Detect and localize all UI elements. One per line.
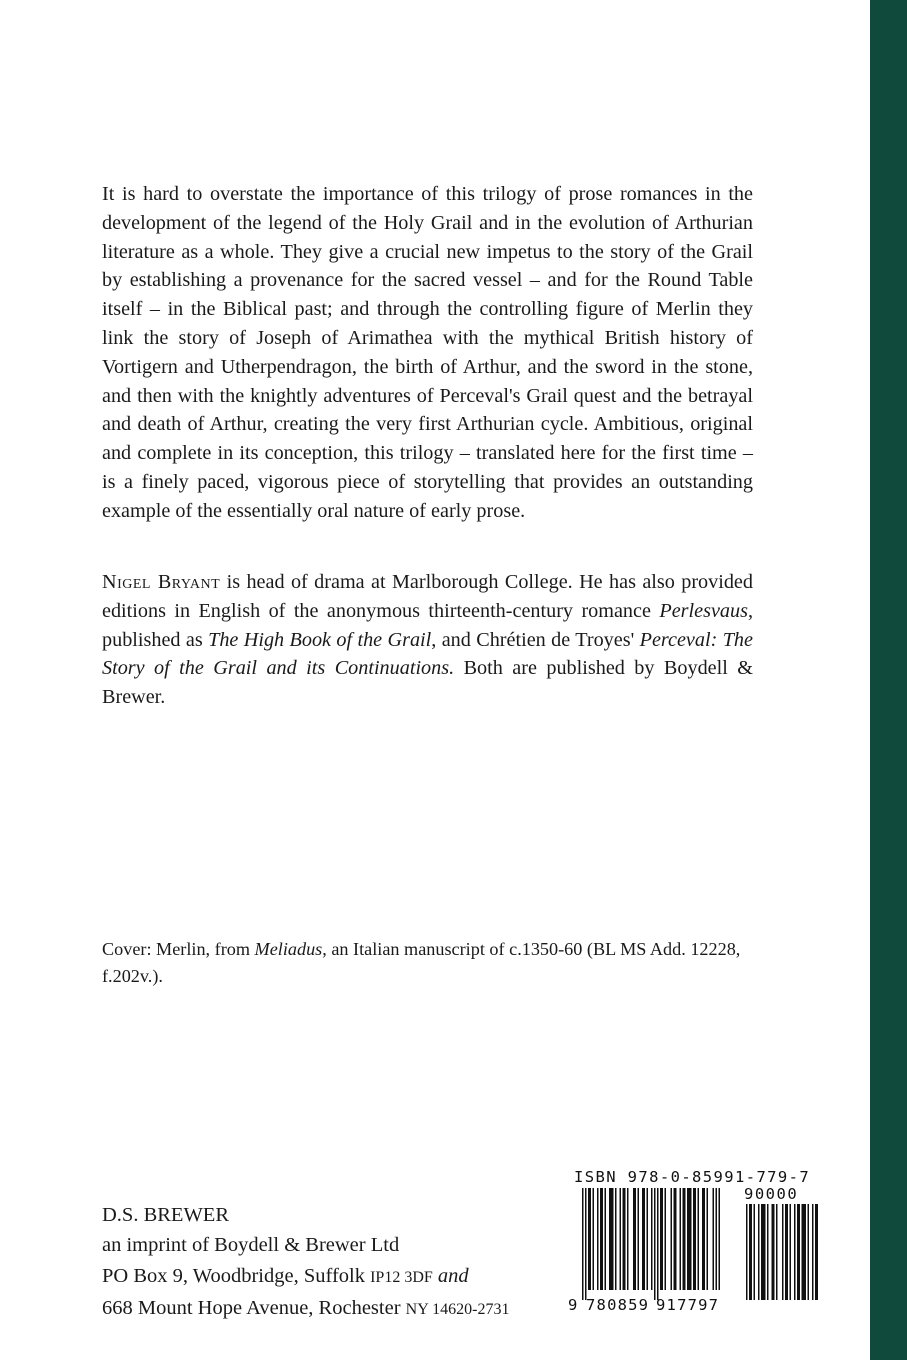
barcode-bar: [707, 1188, 709, 1290]
barcode-bar: [642, 1188, 645, 1290]
barcode-bar: [654, 1188, 656, 1300]
address-us: [102, 1293, 572, 1325]
barcode-bar: [651, 1188, 653, 1290]
barcode-bar: [776, 1204, 778, 1300]
barcode-bar: [620, 1188, 622, 1290]
ean-barcode-bars: [582, 1188, 740, 1306]
barcode-bar: [749, 1204, 752, 1300]
barcode-bar: [627, 1188, 629, 1290]
barcode-bar: [794, 1204, 796, 1300]
barcode-bar: [746, 1204, 748, 1300]
address-us-main: 668 Mount Hope Avenue, Rochester: [102, 1296, 406, 1319]
isbn-label: ISBN 978-0-85991-779-7: [574, 1168, 811, 1186]
cover-credit-suffix: , an Italian manuscript of c.1350-60 (BL MS Add. 12228, f.202v.).: [102, 939, 741, 986]
ean-group-2: 917797: [656, 1296, 720, 1314]
barcode-bar: [605, 1188, 607, 1290]
cover-credit-title: Meliadus: [254, 939, 323, 959]
barcode-bar: [761, 1204, 766, 1300]
barcode-bar: [772, 1204, 775, 1300]
address-uk-postcode: IP12 3DF: [370, 1268, 433, 1286]
barcode-bar: [808, 1204, 810, 1300]
barcode-bar: [698, 1188, 700, 1290]
barcode-bar: [782, 1204, 784, 1300]
barcode-bar: [687, 1188, 692, 1290]
address-uk: [102, 1261, 572, 1293]
barcode-bar: [665, 1188, 667, 1290]
publisher-imprint: [102, 1200, 572, 1325]
barcode-bar: [716, 1188, 718, 1290]
cover-credit: [102, 936, 762, 990]
barcode-bar: [600, 1188, 603, 1290]
address-us-zip: NY 14620-2731: [405, 1300, 510, 1318]
barcode-bar: [719, 1188, 721, 1290]
barcode-bar: [754, 1204, 756, 1300]
barcode-bar: [683, 1188, 686, 1290]
bio-text-4: Both are published by Boydell & Brewer.: [102, 657, 753, 709]
barcode-bar: [593, 1188, 595, 1290]
barcode-bar: [638, 1188, 640, 1290]
barcode-bar: [790, 1204, 792, 1300]
barcode-bar: [674, 1188, 677, 1290]
barcode-bar: [609, 1188, 614, 1290]
cover-credit-prefix: Cover: Merlin, from: [102, 939, 255, 959]
barcode-bar: [802, 1204, 807, 1300]
ean-group-1: 780859: [586, 1296, 650, 1314]
barcode-bar: [767, 1204, 769, 1300]
barcode-bar: [812, 1204, 814, 1300]
barcode-bar: [615, 1188, 617, 1290]
blurb-paragraph: It is hard to overstate the importance of this trilogy of prose romances in the development of the legend of the Holy Grail and in the evolution of Arthurian literature as a whole. They give a crucial new impetus to the story of the Grail by establishing a provenance for the sacred vessel – and for the Round Table itself – in the Biblical past; and through the controlling figure of Merlin they link the story of Joseph of Arimathea with the mythical British history of Vortigern and Utherpendragon, the birth of Arthur, and the sword in the stone, and then with the knightly adventures of Perceval's Grail quest and the betrayal and death of Arthur, creating the very first Arthurian cycle. Ambitious, original and complete in its conception, this trilogy – translated here for the first time – is a finely paced, vigorous piece of storytelling that provides an outstanding example of the essentially oral nature of early prose.: [102, 183, 753, 522]
barcode-bar: [785, 1204, 788, 1300]
spine-strip: [870, 0, 907, 1360]
address-uk-main: PO Box 9, Woodbridge, Suffolk: [102, 1264, 371, 1287]
bio-title-high-book: The High Book of the Grail: [208, 628, 432, 651]
bio-text-3: , and Chrétien de Troyes': [431, 628, 640, 651]
author-bio: [102, 568, 753, 712]
price-code: 90000: [744, 1185, 799, 1203]
barcode-bar: [693, 1188, 696, 1290]
ean-first-digit: 9: [568, 1296, 578, 1314]
imprint-line: an imprint of Boydell & Brewer Ltd: [102, 1234, 400, 1257]
bio-title-perceval: Perceval: The Story of the Grail and its Continuations.: [102, 628, 753, 680]
bio-text-1: is head of drama at Marlborough College. He has also provided editions in English of the anonymous thirteenth-century romance: [102, 571, 753, 622]
barcode-bar: [680, 1188, 682, 1290]
barcode-bar: [671, 1188, 673, 1290]
bio-title-perlesvaus: Perlesvaus: [659, 599, 748, 622]
barcode-bar: [582, 1188, 584, 1300]
barcode-bar: [623, 1188, 626, 1290]
barcode-bar: [713, 1188, 715, 1290]
isbn-barcode: [568, 1168, 826, 1318]
author-name: Nigel Bryant: [102, 571, 221, 593]
barcode-bar: [815, 1204, 818, 1300]
barcode-bar: [597, 1188, 599, 1290]
barcode-bar: [702, 1188, 705, 1290]
barcode-bar: [660, 1188, 663, 1290]
barcode-bar: [585, 1188, 587, 1300]
barcode-bar: [647, 1188, 649, 1290]
barcode-bar: [588, 1188, 591, 1290]
barcode-bar: [633, 1188, 636, 1290]
addon-barcode-bars: [746, 1204, 822, 1306]
barcode-bar: [657, 1188, 659, 1300]
barcode-bar: [797, 1204, 800, 1300]
publisher-name: D.S. BREWER: [102, 1204, 229, 1226]
address-and: and: [432, 1264, 469, 1287]
bio-text-2: , published as: [102, 599, 753, 651]
barcode-bar: [758, 1204, 760, 1300]
